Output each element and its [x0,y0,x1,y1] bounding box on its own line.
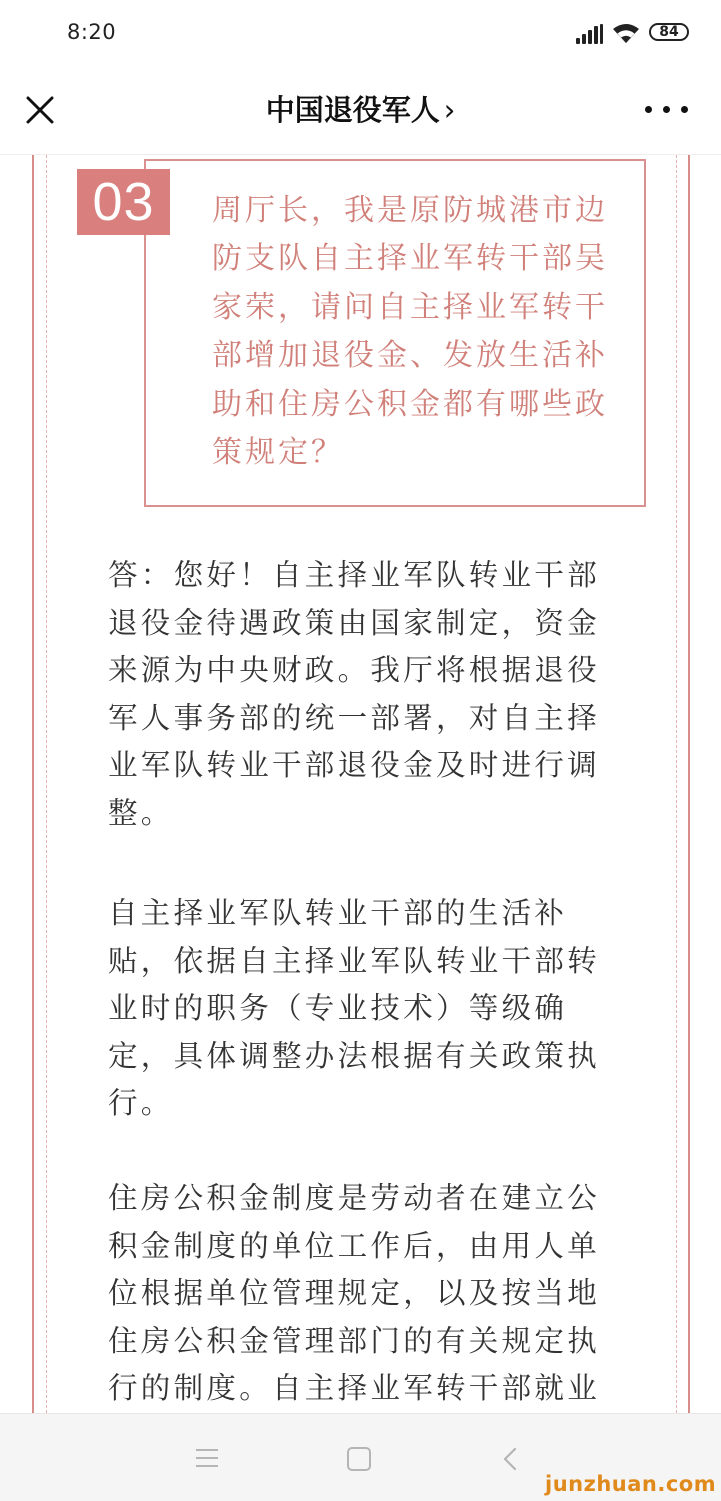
frame-border-left [32,155,34,1413]
answer-line: 行的制度。自主择业军转干部就业 [108,1371,601,1405]
answer-line: 退役金待遇政策由国家制定，资金 [108,605,601,640]
question-number: 03 [77,169,170,235]
account-title: 中国退役军人 [265,93,440,127]
answer-line: 贴，依据自主择业军队转业干部转 [108,943,601,978]
answer-paragraph-1 [108,552,623,837]
answer-line: 定，具体调整办法根据有关政策执 [108,1038,601,1073]
more-options-icon[interactable] [645,100,689,120]
frame-border-right [688,155,690,1413]
answer-paragraph-2 [108,890,623,1128]
answer-line: 军人事务部的统一部署，对自主择 [108,700,601,735]
answer-line: 位根据单位管理规定，以及按当地 [108,1276,601,1310]
answer-line: 积金制度的单位工作后，由用人单 [108,1228,601,1263]
question-line: 策规定？ [212,435,344,471]
status-bar [0,0,721,66]
question-line: 助和住房公积金都有哪些政 [212,386,608,422]
question-text [212,187,622,477]
wifi-icon [611,22,641,44]
account-title-button[interactable] [0,88,721,129]
home-icon[interactable] [347,1447,371,1471]
battery-icon [649,23,689,41]
answer-line: 答：您好！自主择业军队转业干部 [108,558,601,592]
frame-dash-right [676,155,677,1413]
answer-line: 自主择业军队转业干部的生活补 [108,896,568,930]
answer-line: 业时的职务（专业技术）等级确 [108,991,568,1025]
question-line: 防支队自主择业军转干部吴 [212,241,608,277]
signal-icon [576,24,604,44]
question-line: 部增加退役金、发放生活补 [212,338,608,374]
back-icon[interactable] [500,1446,520,1472]
status-time: 8:20 [67,20,117,44]
answer-line: 业军队转业干部退役金及时进行调 [108,748,601,782]
question-line: 周厅长，我是原防城港市边 [212,193,608,228]
answer-paragraph-3 [108,1175,623,1413]
title-bar [0,66,721,155]
question-line: 家荣，请问自主择业军转干 [212,289,608,325]
answer-line: 行。 [108,1086,174,1120]
battery-level: 84 [659,24,679,40]
answer-line: 住房公积金管理部门的有关规定执 [108,1323,601,1358]
frame-dash-left [46,155,47,1413]
chevron-right-icon: › [443,93,456,127]
recent-apps-icon[interactable] [196,1449,222,1469]
watermark: junzhuan.com [545,1472,717,1496]
answer-line: 住房公积金制度是劳动者在建立公 [108,1181,601,1215]
answer-line: 来源为中央财政。我厅将根据退役 [108,653,601,687]
answer-line: 整。 [108,795,174,830]
article-body [0,155,721,1413]
